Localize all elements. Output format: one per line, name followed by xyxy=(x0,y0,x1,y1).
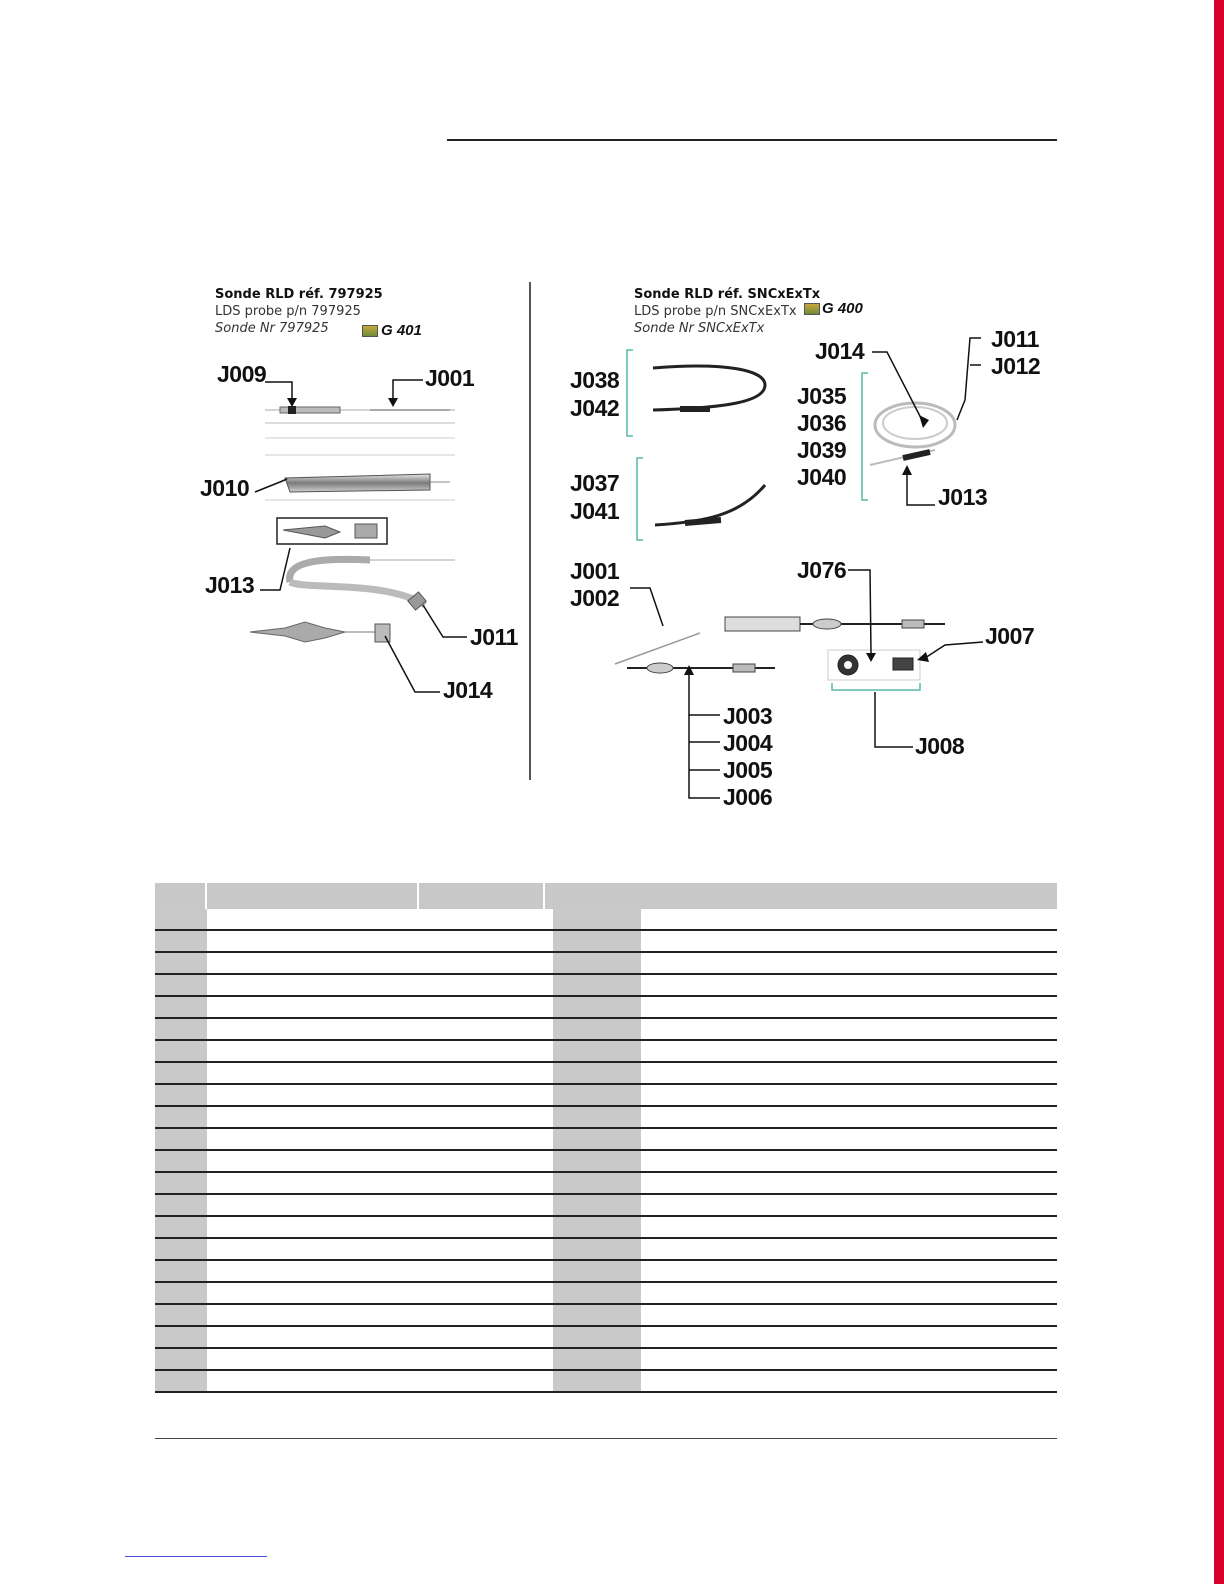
table-cell xyxy=(641,909,1057,929)
label-j009: J009 xyxy=(217,361,267,387)
table-row xyxy=(155,1283,1057,1305)
table-row xyxy=(155,1019,1057,1041)
label-j042: J042 xyxy=(570,395,620,421)
table-cell xyxy=(155,931,207,951)
table-cell xyxy=(155,1217,207,1237)
table-cell xyxy=(155,997,207,1017)
table-cell xyxy=(207,1217,553,1237)
table-cell xyxy=(207,1239,553,1259)
table-cell xyxy=(155,1173,207,1193)
table-cell xyxy=(207,931,553,951)
left-title: Sonde RLD réf. 797925 xyxy=(215,287,383,302)
label-j006: J006 xyxy=(723,784,773,810)
label-j014-right: J014 xyxy=(815,338,865,364)
table-row xyxy=(155,1063,1057,1085)
label-j041: J041 xyxy=(570,498,620,524)
table-cell xyxy=(155,975,207,995)
label-j076: J076 xyxy=(797,557,847,583)
table-cell xyxy=(641,1195,1057,1215)
footer-rule xyxy=(155,1438,1057,1439)
table-row xyxy=(155,1085,1057,1107)
table-row xyxy=(155,1239,1057,1261)
page-edge-bar xyxy=(1214,0,1224,1584)
table-cell xyxy=(641,1305,1057,1325)
table-row xyxy=(155,1371,1057,1393)
table-cell xyxy=(207,975,553,995)
table-row xyxy=(155,909,1057,931)
table-cell xyxy=(553,1085,641,1105)
table-cell xyxy=(207,1063,553,1083)
gref-icon xyxy=(362,325,378,337)
table-cell xyxy=(641,975,1057,995)
table-cell xyxy=(207,953,553,973)
table-cell xyxy=(641,1085,1057,1105)
label-j011-left: J011 xyxy=(470,624,518,650)
table-cell xyxy=(207,1041,553,1061)
table-row xyxy=(155,997,1057,1019)
right-gref: G 400 xyxy=(822,300,863,317)
table-cell xyxy=(155,1019,207,1039)
table-cell xyxy=(553,1349,641,1369)
table-cell xyxy=(553,931,641,951)
right-brackets xyxy=(627,350,920,690)
table-cell xyxy=(155,1195,207,1215)
table-cell xyxy=(641,1261,1057,1281)
table-row xyxy=(155,1107,1057,1129)
table-cell xyxy=(207,1283,553,1303)
table-cell xyxy=(553,1129,641,1149)
label-j004: J004 xyxy=(723,730,773,756)
table-cell xyxy=(553,1327,641,1347)
table-row xyxy=(155,1151,1057,1173)
table-cell xyxy=(553,953,641,973)
label-j040: J040 xyxy=(797,464,847,490)
table-cell xyxy=(207,1085,553,1105)
table-cell xyxy=(553,1239,641,1259)
table-cell xyxy=(641,1217,1057,1237)
table-cell xyxy=(207,1151,553,1171)
table-row xyxy=(155,1041,1057,1063)
header-rule xyxy=(447,139,1057,141)
table-row xyxy=(155,1217,1057,1239)
table-cell xyxy=(207,909,553,929)
parts-table xyxy=(155,883,1057,1393)
table-row xyxy=(155,1129,1057,1151)
table-cell xyxy=(641,1063,1057,1083)
table-cell xyxy=(641,1041,1057,1061)
parts-table-body xyxy=(155,909,1057,1393)
table-row xyxy=(155,1261,1057,1283)
table-cell xyxy=(553,1041,641,1061)
table-cell xyxy=(155,1129,207,1149)
table-row xyxy=(155,1195,1057,1217)
table-cell xyxy=(207,1129,553,1149)
right-cables xyxy=(615,366,955,680)
table-cell xyxy=(553,1063,641,1083)
label-j001-left: J001 xyxy=(425,365,475,391)
table-cell xyxy=(155,1151,207,1171)
table-cell xyxy=(553,975,641,995)
table-cell xyxy=(207,1371,553,1391)
table-cell xyxy=(641,997,1057,1017)
table-cell xyxy=(641,1239,1057,1259)
label-j002: J002 xyxy=(570,585,620,611)
right-subtitle: LDS probe p/n SNCxExTx xyxy=(634,304,797,319)
table-row xyxy=(155,975,1057,997)
table-cell xyxy=(155,953,207,973)
table-cell xyxy=(155,1041,207,1061)
label-j001-right: J001 xyxy=(570,558,620,584)
header-cell-description xyxy=(545,883,1057,909)
table-cell xyxy=(155,1261,207,1281)
right-title: Sonde RLD réf. SNCxExTx xyxy=(634,287,821,302)
label-j035: J035 xyxy=(797,383,847,409)
left-arrowheads xyxy=(287,398,398,407)
table-cell xyxy=(155,1371,207,1391)
table-cell xyxy=(155,1107,207,1127)
table-cell xyxy=(641,1371,1057,1391)
table-cell xyxy=(553,909,641,929)
label-j039: J039 xyxy=(797,437,847,463)
table-cell xyxy=(207,997,553,1017)
left-subtitle-de: Sonde Nr 797925 xyxy=(215,321,329,336)
table-cell xyxy=(207,1195,553,1215)
label-j011-right: J011 xyxy=(991,326,1039,352)
table-cell xyxy=(155,1239,207,1259)
table-cell xyxy=(553,1217,641,1237)
label-j013-left: J013 xyxy=(205,572,255,598)
table-cell xyxy=(641,931,1057,951)
table-cell xyxy=(641,1107,1057,1127)
table-cell xyxy=(553,1107,641,1127)
label-j013-right: J013 xyxy=(938,484,988,510)
table-cell xyxy=(155,1283,207,1303)
table-cell xyxy=(207,1349,553,1369)
table-cell xyxy=(207,1305,553,1325)
table-cell xyxy=(553,1283,641,1303)
table-cell xyxy=(553,1371,641,1391)
table-row xyxy=(155,1305,1057,1327)
label-j007: J007 xyxy=(985,623,1035,649)
label-j036: J036 xyxy=(797,410,847,436)
table-cell xyxy=(553,1019,641,1039)
label-j037: J037 xyxy=(570,470,620,496)
table-cell xyxy=(553,1151,641,1171)
table-cell xyxy=(155,909,207,929)
header-cell-designation xyxy=(207,883,417,909)
table-cell xyxy=(553,1305,641,1325)
table-cell xyxy=(553,1195,641,1215)
right-subtitle-de: Sonde Nr SNCxExTx xyxy=(634,321,765,336)
table-row xyxy=(155,953,1057,975)
table-cell xyxy=(207,1327,553,1347)
table-row xyxy=(155,1327,1057,1349)
table-cell xyxy=(207,1173,553,1193)
label-j003: J003 xyxy=(723,703,773,729)
label-j012: J012 xyxy=(991,353,1041,379)
table-cell xyxy=(641,953,1057,973)
table-row xyxy=(155,1173,1057,1195)
table-cell xyxy=(155,1305,207,1325)
table-cell xyxy=(553,1261,641,1281)
gref-icon xyxy=(804,303,820,315)
label-j008: J008 xyxy=(915,733,965,759)
left-gref: G 401 xyxy=(381,322,422,339)
label-j010: J010 xyxy=(200,475,250,501)
label-j014-left: J014 xyxy=(443,677,493,703)
left-subtitle: LDS probe p/n 797925 xyxy=(215,304,361,319)
table-cell xyxy=(155,1085,207,1105)
table-cell xyxy=(553,1173,641,1193)
table-cell xyxy=(155,1063,207,1083)
table-row xyxy=(155,931,1057,953)
table-cell xyxy=(641,1151,1057,1171)
table-cell xyxy=(207,1107,553,1127)
table-cell xyxy=(155,1349,207,1369)
table-cell xyxy=(207,1019,553,1039)
header-cell-ref xyxy=(155,883,205,909)
table-cell xyxy=(553,997,641,1017)
table-cell xyxy=(641,1283,1057,1303)
table-cell xyxy=(641,1327,1057,1347)
table-cell xyxy=(155,1327,207,1347)
footer-link-underline[interactable] xyxy=(125,1556,267,1557)
table-cell xyxy=(641,1173,1057,1193)
parts-table-header xyxy=(155,883,1057,909)
table-row xyxy=(155,1349,1057,1371)
exploded-parts-diagram xyxy=(165,260,1065,820)
table-cell xyxy=(641,1349,1057,1369)
table-cell xyxy=(641,1019,1057,1039)
header-cell-part-number xyxy=(419,883,543,909)
label-j005: J005 xyxy=(723,757,773,783)
table-cell xyxy=(207,1261,553,1281)
table-cell xyxy=(641,1129,1057,1149)
label-j038: J038 xyxy=(570,367,620,393)
